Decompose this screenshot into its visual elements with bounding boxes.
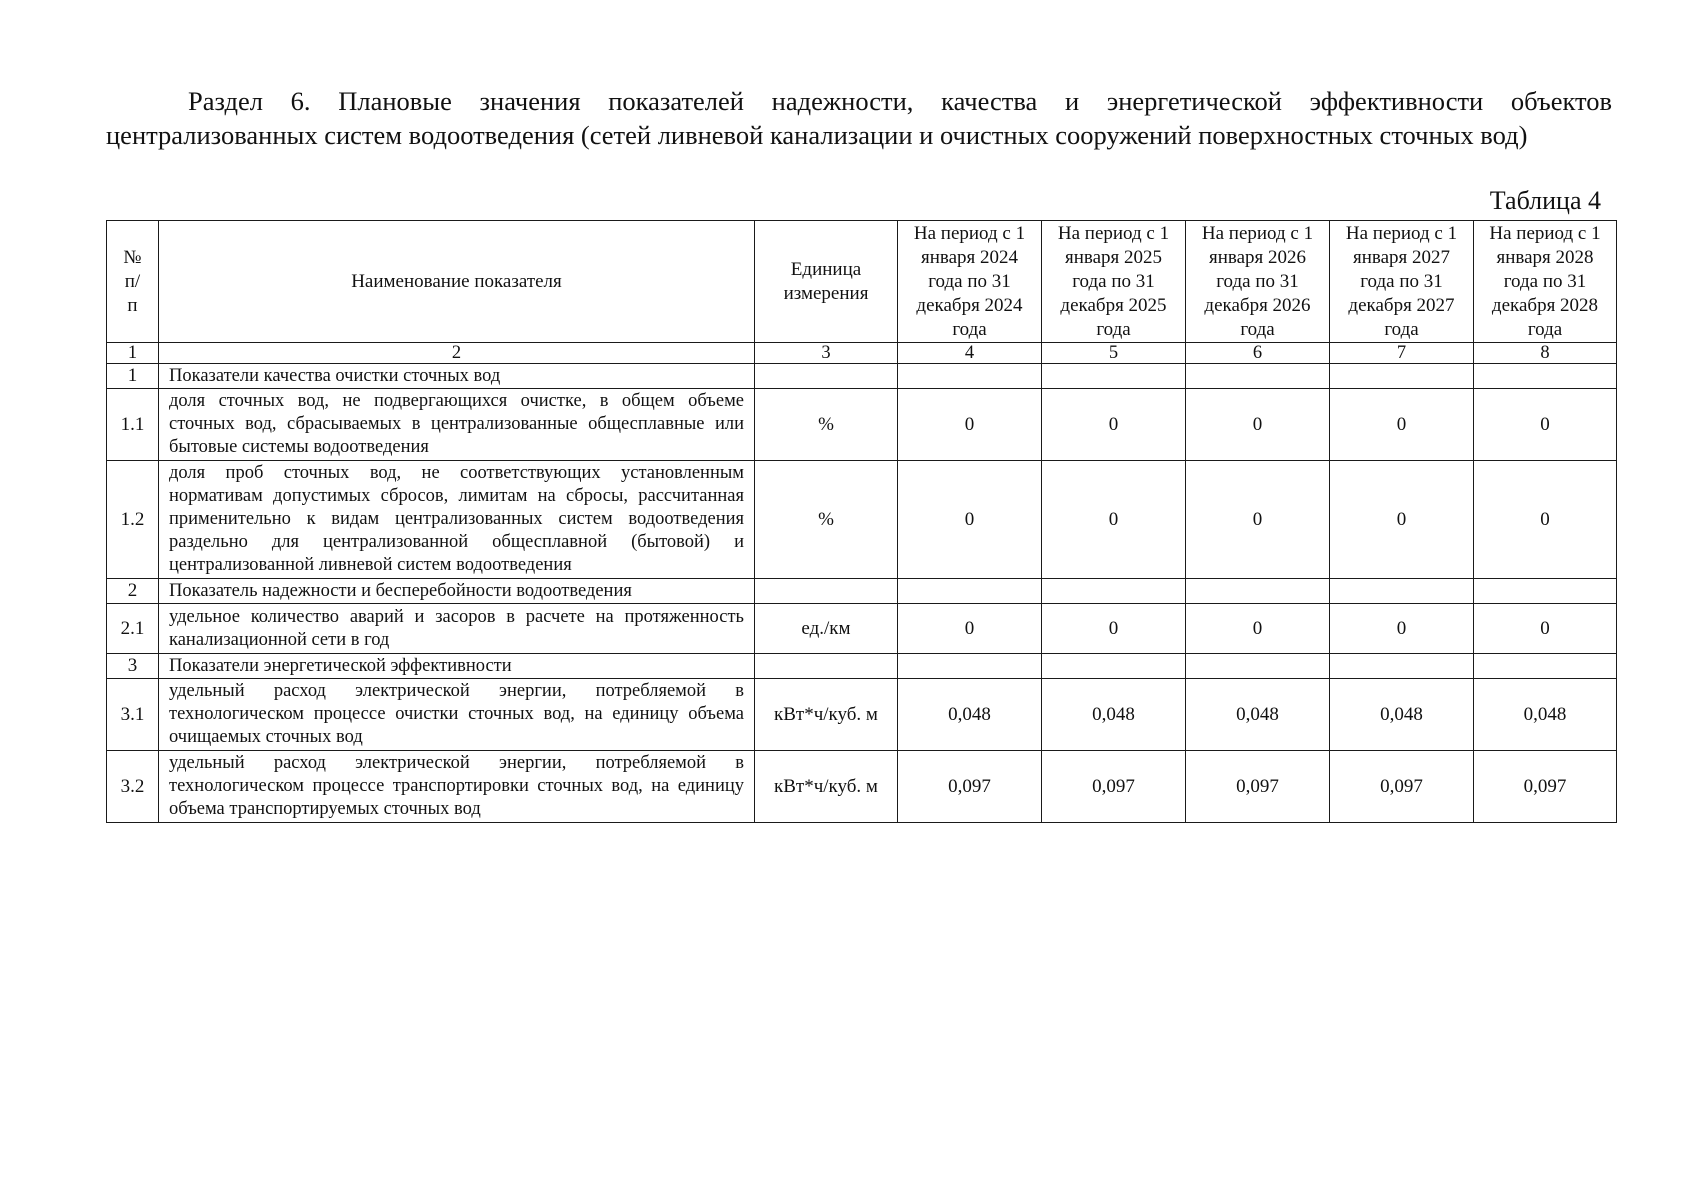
- header-unit: Единица измерения: [755, 221, 898, 343]
- empty-cell: [1042, 654, 1186, 679]
- indicator-number: 1.2: [107, 461, 159, 579]
- indicator-number: 2.1: [107, 604, 159, 654]
- indicator-value-2025: 0,048: [1042, 679, 1186, 751]
- empty-cell: [1042, 579, 1186, 604]
- empty-cell: [1186, 364, 1330, 389]
- indicator-value-2024: 0,048: [898, 679, 1042, 751]
- section-title: Показатель надежности и бесперебойности водоотведения: [159, 579, 755, 604]
- indicator-value-2024: 0: [898, 389, 1042, 461]
- header-row: [107, 221, 1617, 343]
- indicator-name: доля сточных вод, не подвергающихся очистке, в общем объеме сточных вод, сбрасываемых в централизованные общесплавные или бытовые системы водоотведения: [159, 389, 755, 461]
- empty-cell: [1474, 579, 1617, 604]
- empty-cell: [1042, 364, 1186, 389]
- indicator-value-2027: 0: [1330, 461, 1474, 579]
- indicators-table: [106, 220, 1617, 823]
- section-number: 2: [107, 579, 159, 604]
- empty-cell: [1330, 654, 1474, 679]
- empty-cell: [1186, 654, 1330, 679]
- section-heading: [106, 84, 1612, 152]
- empty-cell: [1186, 579, 1330, 604]
- header-period-2028: На период с 1 января 2028 года по 31 декабря 2028 года: [1474, 221, 1617, 343]
- header-period-2024: На период с 1 января 2024 года по 31 декабря 2024 года: [898, 221, 1042, 343]
- column-index: 4: [898, 343, 1042, 364]
- indicator-value-2024: 0,097: [898, 751, 1042, 823]
- indicator-unit: ед./км: [755, 604, 898, 654]
- indicator-value-2028: 0: [1474, 389, 1617, 461]
- empty-cell: [1330, 579, 1474, 604]
- empty-cell: [898, 579, 1042, 604]
- column-index: 1: [107, 343, 159, 364]
- indicator-row: [107, 679, 1617, 751]
- indicator-row: [107, 751, 1617, 823]
- empty-cell: [1330, 364, 1474, 389]
- header-period-2027: На период с 1 января 2027 года по 31 декабря 2027 года: [1330, 221, 1474, 343]
- indicator-value-2026: 0: [1186, 604, 1330, 654]
- indicator-unit: кВт*ч/куб. м: [755, 751, 898, 823]
- empty-cell: [1474, 654, 1617, 679]
- header-period-2026: На период с 1 января 2026 года по 31 декабря 2026 года: [1186, 221, 1330, 343]
- header-period-2025: На период с 1 января 2025 года по 31 декабря 2025 года: [1042, 221, 1186, 343]
- indicator-unit: кВт*ч/куб. м: [755, 679, 898, 751]
- table-label: Таблица 4: [1489, 186, 1601, 215]
- indicator-value-2028: 0,097: [1474, 751, 1617, 823]
- section-number: 1: [107, 364, 159, 389]
- indicator-value-2026: 0: [1186, 461, 1330, 579]
- indicator-value-2027: 0: [1330, 389, 1474, 461]
- empty-cell: [755, 654, 898, 679]
- indicator-value-2028: 0: [1474, 461, 1617, 579]
- indicator-value-2028: 0: [1474, 604, 1617, 654]
- indicator-value-2025: 0: [1042, 461, 1186, 579]
- indicator-value-2026: 0: [1186, 389, 1330, 461]
- empty-cell: [898, 364, 1042, 389]
- empty-cell: [898, 654, 1042, 679]
- indicator-name: доля проб сточных вод, не соответствующих установленным нормативам допустимых сбросов, лимитам на сбросы, рассчитанная применительно к видам централизованных систем водоотведения раздельно для централизованной общесплавной (бытовой) и централизованной ливневой систем водоотведения: [159, 461, 755, 579]
- indicator-number: 3.1: [107, 679, 159, 751]
- indicator-value-2027: 0,048: [1330, 679, 1474, 751]
- indicator-value-2025: 0: [1042, 604, 1186, 654]
- section-title: Показатели энергетической эффективности: [159, 654, 755, 679]
- column-index: 2: [159, 343, 755, 364]
- indicator-unit: %: [755, 389, 898, 461]
- section-title: Показатели качества очистки сточных вод: [159, 364, 755, 389]
- indicator-row: [107, 389, 1617, 461]
- column-index: 6: [1186, 343, 1330, 364]
- indicator-value-2028: 0,048: [1474, 679, 1617, 751]
- indicator-name: удельный расход электрической энергии, потребляемой в технологическом процессе очистки сточных вод, на единицу объема очищаемых сточных вод: [159, 679, 755, 751]
- indicator-number: 3.2: [107, 751, 159, 823]
- column-index-row: [107, 343, 1617, 364]
- empty-cell: [1474, 364, 1617, 389]
- indicator-name: удельный расход электрической энергии, потребляемой в технологическом процессе транспортировки сточных вод, на единицу объема транспортируемых сточных вод: [159, 751, 755, 823]
- indicator-value-2026: 0,097: [1186, 751, 1330, 823]
- column-index: 8: [1474, 343, 1617, 364]
- indicator-row: [107, 604, 1617, 654]
- section-heading-text: Раздел 6. Плановые значения показателей надежности, качества и энергетической эффективности объектов централизованных систем водоотведения (сетей ливневой канализации и очистных сооружений поверхностных сточных вод): [106, 86, 1612, 150]
- indicator-value-2027: 0,097: [1330, 751, 1474, 823]
- indicator-value-2026: 0,048: [1186, 679, 1330, 751]
- indicator-number: 1.1: [107, 389, 159, 461]
- header-name: Наименование показателя: [159, 221, 755, 343]
- indicator-name: удельное количество аварий и засоров в расчете на протяженность канализационной сети в год: [159, 604, 755, 654]
- column-index: 3: [755, 343, 898, 364]
- section-row: [107, 364, 1617, 389]
- indicator-row: [107, 461, 1617, 579]
- column-index: 5: [1042, 343, 1186, 364]
- section-row: [107, 654, 1617, 679]
- header-num: № п/п: [107, 221, 159, 343]
- empty-cell: [755, 579, 898, 604]
- indicator-value-2027: 0: [1330, 604, 1474, 654]
- indicator-value-2024: 0: [898, 461, 1042, 579]
- indicator-value-2025: 0: [1042, 389, 1186, 461]
- indicator-value-2025: 0,097: [1042, 751, 1186, 823]
- column-index: 7: [1330, 343, 1474, 364]
- indicator-value-2024: 0: [898, 604, 1042, 654]
- empty-cell: [755, 364, 898, 389]
- section-number: 3: [107, 654, 159, 679]
- section-row: [107, 579, 1617, 604]
- indicator-unit: %: [755, 461, 898, 579]
